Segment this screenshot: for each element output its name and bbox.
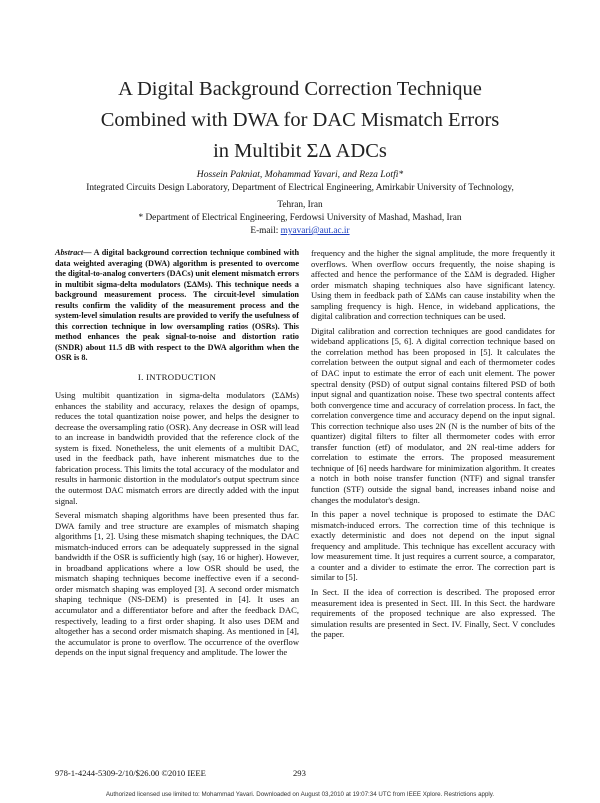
body-paragraph: In Sect. II the idea of correction is described. The proposed error measurement idea is presented in Sect. III. In this Sect. the hardware requirements of the proposed technique are also expressed. The simulation results are presented in Sect. IV. Finally, Sect. V concludes the paper.: [311, 586, 555, 640]
affiliation-line-1: Integrated Circuits Design Laboratory, Department of Electrical Engineering, Amirkabir University of Technology,: [86, 183, 514, 193]
email-label: E-mail:: [250, 226, 281, 236]
body-paragraph: In this paper a novel technique is proposed to estimate the DAC mismatch-induced errors. The correction time of this technique is exactly deterministic and does not depend on the input signal frequency and amplitude. This technique has excellent accuracy with low measurement time. It just requires a current source, a comparator, a counter and a divider to estimate the error. The correction part is similar to [5].: [311, 509, 555, 583]
license-notice: Authorized licensed use limited to: Mohammad Yavari. Downloaded on August 03,2010 at 19:07:34 UTC from IEEE Xplore. Restrictions apply.: [105, 791, 495, 798]
email-link[interactable]: myavari@aut.ac.ir: [280, 226, 350, 236]
abstract: [55, 248, 299, 364]
affiliation-line-3: * Department of Electrical Engineering, Ferdowsi University of Mashad, Mashad, Iran: [138, 213, 462, 223]
body-paragraph: Several mismatch shaping algorithms have been presented thus far. DWA family and tree structure are examples of mismatch shaping algorithms [1, 2]. Using these mismatch shaping techniques, the DAC mismatch-induced errors can be adequately suppressed in the signal bandwidth if the OSR is sufficiently high (say, 16 or higher). However, in broadband applications where a low OSR should be used, the mismatch shaping techniques become ineffective even if a second-order mismatch shaping was employed [3]. A second order mismatch shaping technique (NS-DEM) is presented in [4]. It uses an accumulator and a differentiator before and after the feedback DAC, respectively, leading to a first order shaping. It also uses DEM and altogether has a second order mismatch shaping. As mentioned in [4], the accumulator is prone to overflow. The occurrence of the overflow depends on the input signal frequency and amplitude. The lower the: [55, 510, 299, 658]
title-line-1: A Digital Background Correction Technique: [118, 78, 482, 100]
section-heading-introduction: I. INTRODUCTION: [137, 371, 217, 382]
page-number: 293: [293, 768, 306, 778]
abstract-lead: Abstract: [55, 248, 84, 257]
author-list: Hossein Pakniat, Mohammad Yavari, and Reza Lotfi*: [196, 169, 404, 180]
title-line-2: Combined with DWA for DAC Mismatch Errors: [100, 109, 500, 131]
body-paragraph: frequency and the higher the signal amplitude, the more frequently it overflows. When overflow occurs frequently, the noise shaping is affected and hence the performance of the ΣΔM is degraded. Higher order mismatch shaping techniques also have significant latency. Using them in feedback path of ΣΔMs can cause instability when the sampling frequency is high. Hence, in wideband applications, the digital calibration and correction techniques can be used.: [311, 248, 555, 322]
isbn-copyright: 978-1-4244-5309-2/10/$26.00 ©2010 IEEE: [55, 768, 206, 778]
abstract-text: — A digital background correction technique combined with data weighted averaging (DWA) algorithm is presented to overcome the digital-to-analog converters (DACs) unit element mismatch errors in multibit sigma-delta modulators (ΣΔMs). This technique needs a background measurement process. The circuit-level simulation results confirm the validity of the measurement process and the system-level simulation results are provided to verify the usefulness of this correction technique in low oversampling ratios (OSRs). This method enhances the peak signal-to-noise and distortion ratio (SNDR) about 11.5 dB with respect to the DWA algorithm when the OSR is 8.: [55, 248, 299, 362]
affiliation-line-2: Tehran, Iran: [277, 200, 323, 210]
body-paragraph: Using multibit quantization in sigma-delta modulators (ΣΔMs) enhances the stability and accuracy, relaxes the design of opamps, reduces the total quantization noise power, and helps the designer to decrease the oversampling ratio (OSR). Any decrease in OSR will lead to an increase in bandwidth provided that the reference clock of the system is fixed. Nonetheless, the unit elements of a multibit DAC, used in the feedback path, have inherent mismatches due to the fabrication process. This limits the total accuracy of the modulator and results in harmonic distortion in the modulator's output spectrum since the outermost DAC mismatch errors are directly added with the input signal.: [55, 390, 299, 506]
paper-title: [40, 74, 560, 167]
title-line-3: in Multibit ΣΔ ADCs: [213, 140, 387, 162]
right-column: [311, 248, 555, 644]
email-line: [30, 225, 570, 238]
body-paragraph: Digital calibration and correction techniques are good candidates for wideband applications [5, 6]. A digital correction technique based on the correlation method has been proposed in [5]. It calculates the correlation between the output signal and each of thermometer codes of DAC input to estimate the error of each unit element. The power spectral density (PSD) of output signal contains filtered PSD of both input signal and quantization noise. These two spectral contents affect both convergence time and accuracy of correlation process. In fact, the correlation convergence time and accuracy depend on the input signal. This correction technique also uses 2N (N is the number of bits of the quantizer) digital filters to filter all thermometer codes with error transfer function (etf) of modulator, and 2N real-time adders for correlation to estimate the errors. The proposed measurement technique of [6] needs hardware for minimization algorithm. It creates a notch in both noise transfer function (NTF) and signal transfer function (STF) outside the signal band, increases inband noise and changes the modulator's design.: [311, 325, 555, 505]
left-column: [55, 248, 299, 662]
